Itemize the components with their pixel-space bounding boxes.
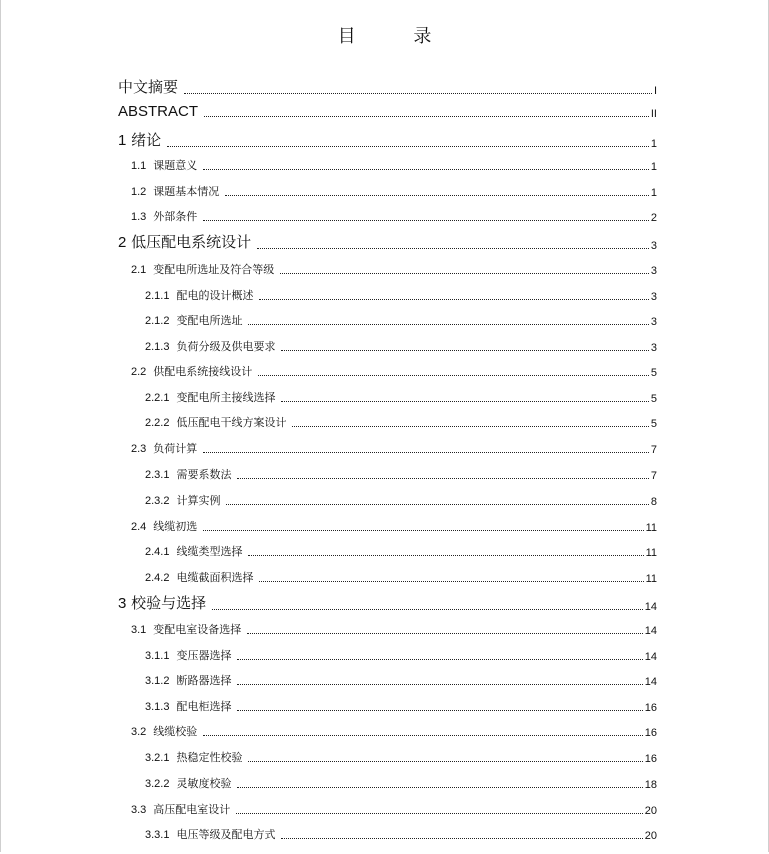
- toc-entry-page: 3: [650, 291, 657, 303]
- toc-entry-text: 低压配电系统设计: [131, 233, 252, 251]
- toc-entry-number: 3.1.1: [145, 650, 170, 662]
- toc-entry-text: 高压配电室设计: [153, 803, 231, 816]
- toc-entry-abstract-en[interactable]: [118, 103, 657, 120]
- toc-entry-text: 配电柜选择: [176, 700, 232, 713]
- toc-entry-number: 3.2: [131, 726, 147, 738]
- toc-entry-2-4-1[interactable]: [145, 543, 657, 559]
- toc-entry-page: 5: [650, 418, 657, 430]
- toc-entry-chapter-3[interactable]: [118, 592, 657, 613]
- dot-leader: [212, 609, 643, 610]
- toc-entry-2-3[interactable]: [131, 440, 657, 456]
- dot-leader: [184, 93, 652, 94]
- toc-entry-page: 16: [644, 727, 657, 739]
- toc-entry-3-3-1[interactable]: [145, 826, 657, 842]
- dot-leader: [248, 555, 643, 556]
- toc-entry-text: 电压等级及配电方式: [176, 828, 276, 841]
- toc-entry-page: 3: [650, 265, 657, 277]
- dot-leader: [292, 426, 648, 427]
- dot-leader: [203, 530, 643, 531]
- dot-leader: [258, 375, 649, 376]
- toc-entry-1-2[interactable]: [131, 183, 657, 199]
- dot-leader: [204, 116, 649, 117]
- toc-entry-number: 3.1.3: [145, 701, 170, 713]
- toc-entry-text: 课题基本情况: [153, 185, 220, 198]
- toc-entry-number: 1.2: [131, 186, 147, 198]
- toc-entry-text: 中文摘要: [118, 78, 179, 96]
- dot-leader: [281, 401, 648, 402]
- toc-entry-page: 3: [650, 316, 657, 328]
- toc-entry-number: 2.2: [131, 366, 147, 378]
- toc-entry-page: 2: [650, 212, 657, 224]
- toc-entry-text: 变压器选择: [176, 649, 232, 662]
- dot-leader: [237, 710, 642, 711]
- toc-entry-number: 2.3.1: [145, 469, 170, 481]
- dot-leader: [225, 195, 649, 196]
- toc-title: 目 录: [337, 26, 458, 47]
- toc-entry-chapter-1[interactable]: [118, 129, 657, 150]
- dot-leader: [236, 813, 642, 814]
- toc-entry-page: 3: [650, 342, 657, 354]
- toc-entry-number: 1.3: [131, 211, 147, 223]
- toc-entry-text: 校验与选择: [131, 594, 207, 612]
- toc-entry-page: 11: [645, 522, 657, 534]
- toc-entry-text: 变配电室设备选择: [153, 623, 242, 636]
- toc-entry-3-1-2[interactable]: [145, 672, 657, 688]
- toc-entry-page: 1: [650, 138, 657, 150]
- toc-entry-page: 1: [650, 161, 657, 173]
- toc-entry-2-1-3[interactable]: [145, 338, 657, 354]
- toc-entry-2-1[interactable]: [131, 261, 657, 277]
- toc-entry-page: 1: [650, 187, 657, 199]
- toc-entry-text: 计算实例: [176, 494, 221, 507]
- toc-entry-number: 1.1: [131, 160, 147, 172]
- dot-leader: [281, 838, 642, 839]
- dot-leader: [203, 220, 649, 221]
- toc-entry-2-3-2[interactable]: [145, 492, 657, 508]
- toc-entry-number: 2.1.3: [145, 341, 170, 353]
- dot-leader: [259, 581, 643, 582]
- toc-entry-3-1-3[interactable]: [145, 698, 657, 714]
- toc-entry-page: 16: [644, 753, 657, 765]
- toc-entry-text: 热稳定性校验: [176, 751, 243, 764]
- toc-entry-2-1-2[interactable]: [145, 312, 657, 328]
- toc-entry-page: 8: [650, 496, 657, 508]
- toc-entry-1-3[interactable]: [131, 208, 657, 224]
- toc-entry-3-3[interactable]: [131, 801, 657, 817]
- toc-entry-text: 变配电所选址: [176, 314, 243, 327]
- toc-entry-page: 18: [644, 779, 657, 791]
- dot-leader: [237, 478, 648, 479]
- dot-leader: [259, 299, 648, 300]
- toc-entry-text: 低压配电干线方案设计: [176, 416, 287, 429]
- toc-entry-text: ABSTRACT: [118, 103, 199, 120]
- dot-leader: [237, 659, 642, 660]
- toc-entry-page: 16: [644, 702, 657, 714]
- toc-entry-text: 需要系数法: [176, 468, 232, 481]
- toc-entry-3-2[interactable]: [131, 723, 657, 739]
- toc-entry-page: 11: [645, 573, 657, 585]
- dot-leader: [280, 273, 649, 274]
- toc-entry-number: 2.1.2: [145, 315, 170, 327]
- dot-leader: [248, 324, 648, 325]
- toc-entry-3-2-1[interactable]: [145, 749, 657, 765]
- toc-entry-2-3-1[interactable]: [145, 466, 657, 482]
- toc-entry-text: 电缆截面积选择: [176, 571, 254, 584]
- toc-entry-number: 2.3.2: [145, 495, 170, 507]
- toc-entry-number: 2.2.2: [145, 417, 170, 429]
- toc-entry-page: 14: [644, 625, 657, 637]
- toc-entry-text: 变配电所选址及符合等级: [153, 263, 275, 276]
- toc-entry-page: II: [650, 108, 657, 120]
- toc-entry-page: 7: [650, 470, 657, 482]
- toc-entry-2-4[interactable]: [131, 518, 657, 534]
- toc-entry-text: 断路器选择: [176, 674, 232, 687]
- toc-entry-number: 2.1: [131, 264, 147, 276]
- toc-entry-number: 2.4: [131, 521, 147, 533]
- toc-entry-number: 2.2.1: [145, 392, 170, 404]
- toc-entry-page: 5: [650, 393, 657, 405]
- dot-leader: [237, 787, 642, 788]
- toc-entry-number: 3.3.1: [145, 829, 170, 841]
- toc-entry-page: 3: [650, 240, 657, 252]
- dot-leader: [203, 452, 649, 453]
- toc-entry-page: I: [653, 85, 657, 97]
- toc-entry-text: 供配电系统接线设计: [153, 365, 253, 378]
- toc-entry-2-2-2[interactable]: [145, 414, 657, 430]
- dot-leader: [237, 684, 642, 685]
- dot-leader: [257, 248, 649, 249]
- toc-entry-abstract-cn[interactable]: [118, 76, 657, 97]
- dot-leader: [247, 633, 642, 634]
- toc-entry-text: 线缆校验: [153, 725, 198, 738]
- toc-entry-number: 3.2.1: [145, 752, 170, 764]
- toc-entry-text: 负荷计算: [153, 442, 198, 455]
- toc-entry-text: 绪论: [131, 131, 162, 149]
- dot-leader: [203, 735, 642, 736]
- toc-entry-number: 3.3: [131, 804, 147, 816]
- toc-entry-3-2-2[interactable]: [145, 775, 657, 791]
- toc-entry-page: 20: [644, 830, 657, 842]
- toc-entry-page: 14: [644, 651, 657, 663]
- toc-entry-text: 变配电所主接线选择: [176, 391, 276, 404]
- toc-entry-3-1-1[interactable]: [145, 647, 657, 663]
- toc-entry-number: 2.4.2: [145, 572, 170, 584]
- toc-entry-text: 外部条件: [153, 210, 198, 223]
- toc-entry-2-4-2[interactable]: [145, 569, 657, 585]
- toc-entry-number: 1: [118, 132, 127, 149]
- toc-entry-number: 3.1.2: [145, 675, 170, 687]
- dot-leader: [203, 169, 649, 170]
- dot-leader: [248, 761, 642, 762]
- dot-leader: [167, 146, 649, 147]
- toc-entry-3-1[interactable]: [131, 621, 657, 637]
- toc-entry-text: 配电的设计概述: [176, 289, 254, 302]
- toc-entry-text: 负荷分级及供电要求: [176, 340, 276, 353]
- toc-entry-text: 线缆类型选择: [176, 545, 243, 558]
- toc-entry-page: 5: [650, 367, 657, 379]
- toc-entry-number: 2.4.1: [145, 546, 170, 558]
- toc-entry-number: 3: [118, 595, 127, 612]
- toc-entry-number: 3.2.2: [145, 778, 170, 790]
- toc-entry-2-2[interactable]: [131, 363, 657, 379]
- toc-entry-number: 3.1: [131, 624, 147, 636]
- toc-entry-text: 灵敏度校验: [176, 777, 232, 790]
- toc-entry-number: 2: [118, 234, 127, 251]
- dot-leader: [226, 504, 648, 505]
- toc-entry-text: 线缆初选: [153, 520, 198, 533]
- toc-entry-page: 14: [644, 601, 657, 613]
- toc-entry-number: 2.1.1: [145, 290, 170, 302]
- toc-entry-page: 14: [644, 676, 657, 688]
- toc-entry-text: 课题意义: [153, 159, 198, 172]
- toc-entry-1-1[interactable]: [131, 157, 657, 173]
- toc-entry-number: 2.3: [131, 443, 147, 455]
- dot-leader: [281, 350, 648, 351]
- toc-entry-chapter-2[interactable]: [118, 231, 657, 252]
- toc-entry-page: 11: [645, 547, 657, 559]
- toc-entry-page: 20: [644, 805, 657, 817]
- toc-entry-2-2-1[interactable]: [145, 389, 657, 405]
- toc-entry-page: 7: [650, 444, 657, 456]
- toc-entry-2-1-1[interactable]: [145, 287, 657, 303]
